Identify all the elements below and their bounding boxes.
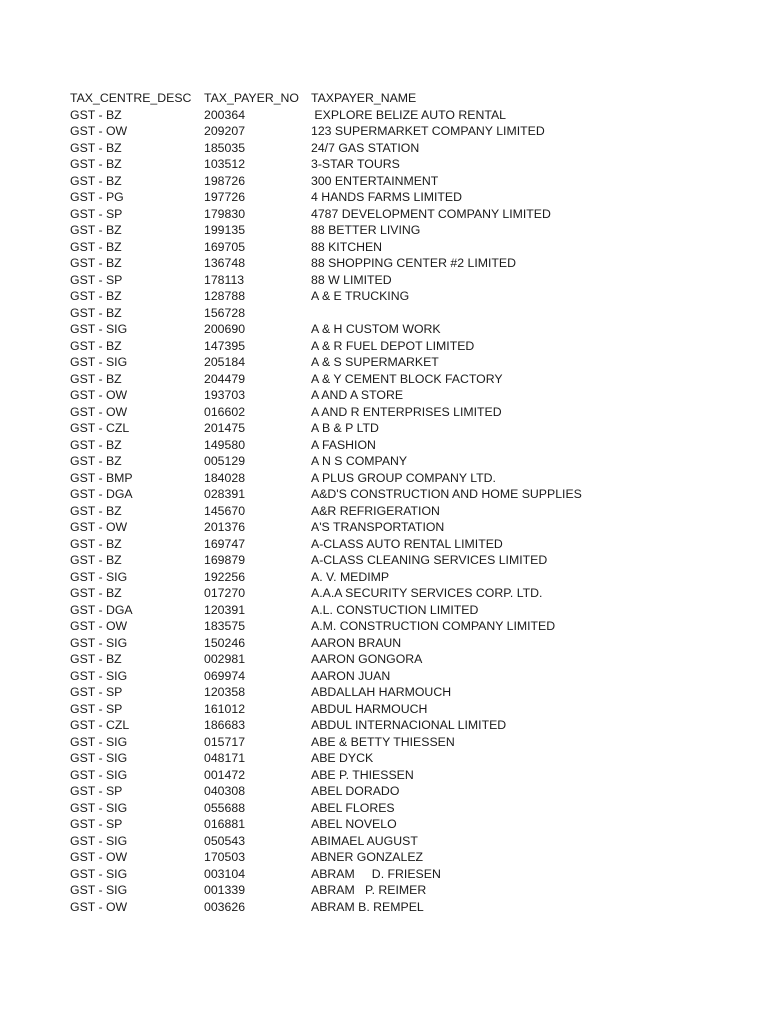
tax-payer-no-cell: 183575 — [204, 619, 246, 633]
tax-centre-cell: GST - SIG — [70, 635, 128, 650]
tax-payer-no-cell: 205184 — [204, 355, 246, 369]
tax-centre-cell: GST - SIG — [70, 668, 128, 683]
tax-centre-cell: GST - OW — [70, 404, 128, 419]
tax-payer-no-cell: 120358 — [204, 685, 246, 699]
taxpayer-name-cell: A FASHION — [311, 437, 376, 452]
tax-centre-cell: GST - OW — [70, 520, 128, 534]
tax-centre-cell: GST - SIG — [70, 355, 128, 369]
tax-payer-no-cell: 178113 — [204, 272, 245, 287]
tax-centre-cell: GST - PG — [70, 190, 124, 204]
tax-payer-no-cell: 185035 — [204, 140, 246, 155]
taxpayer-name-cell: ABEL NOVELO — [311, 817, 397, 831]
table-row — [70, 800, 710, 817]
table-row — [70, 750, 710, 767]
taxpayer-name-cell: ABDUL INTERNACIONAL LIMITED — [311, 718, 507, 732]
tax-payer-no-cell: 201376 — [204, 520, 246, 534]
table-row — [70, 272, 710, 289]
tax-payer-no-cell: 001472 — [204, 767, 246, 782]
table-row — [70, 536, 710, 553]
taxpayer-name-cell: A.M. CONSTRUCTION COMPANY LIMITED — [311, 619, 556, 633]
table-row — [70, 635, 710, 652]
tax-centre-cell: GST - SP — [70, 701, 123, 716]
taxpayer-name-cell: A & S SUPERMARKET — [311, 355, 439, 369]
tax-payer-no-cell: 005129 — [204, 454, 246, 468]
taxpayer-name-cell: ABE DYCK — [311, 751, 374, 765]
taxpayer-name-cell: ABIMAEL AUGUST — [311, 833, 418, 848]
taxpayer-name-cell: ABE & BETTY THIESSEN — [311, 734, 455, 749]
table-row — [70, 519, 710, 536]
tax-centre-cell: GST - SIG — [70, 734, 128, 749]
taxpayer-name-cell: A AND R ENTERPRISES LIMITED — [311, 404, 502, 419]
tax-centre-cell: GST - BZ — [70, 140, 122, 155]
column-header-taxpayer-name: TAXPAYER_NAME — [311, 91, 417, 105]
tax-payer-no-cell: 184028 — [204, 470, 246, 485]
tax-payer-no-cell: 209207 — [204, 124, 246, 138]
tax-centre-cell: GST - SP — [70, 206, 123, 221]
tax-centre-cell: GST - OW — [70, 388, 128, 402]
tax-centre-cell: GST - CZL — [70, 718, 130, 732]
taxpayer-name-cell: A & E TRUCKING — [311, 289, 410, 303]
tax-payer-no-cell: 055688 — [204, 800, 246, 815]
table-row — [70, 387, 710, 404]
tax-payer-no-cell: 204479 — [204, 371, 246, 386]
tax-payer-no-cell: 017270 — [204, 586, 246, 600]
tax-payer-no-cell: 016602 — [204, 404, 246, 419]
table-row — [70, 833, 710, 850]
tax-centre-cell: GST - OW — [70, 850, 128, 864]
table-row — [70, 849, 710, 866]
taxpayer-name-cell: 300 ENTERTAINMENT — [311, 173, 439, 188]
tax-centre-cell: GST - BZ — [70, 338, 122, 353]
tax-payer-no-cell: 136748 — [204, 256, 246, 270]
taxpayer-name-cell: ABRAM B. REMPEL — [311, 899, 424, 914]
taxpayer-name-cell: A-CLASS CLEANING SERVICES LIMITED — [311, 553, 548, 567]
tax-payer-no-cell: 040308 — [204, 784, 246, 798]
taxpayer-name-cell: A & Y CEMENT BLOCK FACTORY — [311, 371, 503, 386]
taxpayer-name-cell — [311, 305, 710, 322]
tax-payer-no-cell: 186683 — [204, 718, 246, 732]
table-row — [70, 651, 710, 668]
column-header-tax-centre-desc: TAX_CENTRE_DESC — [70, 91, 192, 105]
table-row — [70, 767, 710, 784]
tax-centre-cell: GST - SIG — [70, 322, 128, 336]
tax-centre-cell: GST - OW — [70, 899, 128, 914]
taxpayer-name-cell: 123 SUPERMARKET COMPANY LIMITED — [311, 124, 545, 138]
tax-payer-no-cell: 198726 — [204, 173, 246, 188]
tax-centre-cell: GST - BZ — [70, 586, 122, 600]
table-row — [70, 552, 710, 569]
taxpayer-name-cell: ABEL FLORES — [311, 800, 395, 815]
taxpayer-name-cell: ABNER GONZALEZ — [311, 850, 424, 864]
tax-centre-cell: GST - BZ — [70, 173, 122, 188]
taxpayer-name-cell: AARON GONGORA — [311, 652, 423, 666]
table-row — [70, 618, 710, 635]
tax-payer-no-cell: 200364 — [204, 107, 246, 122]
tax-payer-no-cell: 197726 — [204, 190, 246, 204]
tax-payer-no-cell: 200690 — [204, 322, 246, 336]
table-row — [70, 783, 710, 800]
table-row — [70, 420, 710, 437]
taxpayer-name-cell: 3-STAR TOURS — [311, 157, 400, 171]
table-header-row — [70, 90, 710, 107]
tax-centre-cell: GST - BZ — [70, 107, 122, 122]
tax-centre-cell: GST - DGA — [70, 487, 133, 501]
tax-centre-cell: GST - DGA — [70, 602, 133, 617]
tax-centre-cell: GST - BZ — [70, 503, 122, 518]
table-row — [70, 173, 710, 190]
table-row — [70, 107, 710, 124]
table-row — [70, 206, 710, 223]
tax-payer-no-cell: 169705 — [204, 239, 246, 254]
taxpayer-name-cell: A'S TRANSPORTATION — [311, 520, 445, 534]
tax-payer-no-cell: 193703 — [204, 388, 246, 402]
tax-payer-no-cell: 150246 — [204, 635, 246, 650]
tax-payer-no-cell: 169747 — [204, 536, 246, 551]
taxpayer-name-cell: AARON BRAUN — [311, 635, 402, 650]
tax-payer-no-cell: 201475 — [204, 421, 246, 435]
table-row — [70, 437, 710, 454]
taxpayer-name-cell: A&R REFRIGERATION — [311, 503, 440, 518]
tax-centre-cell: GST - BZ — [70, 289, 122, 303]
tax-payer-no-cell: 149580 — [204, 437, 246, 452]
table-row — [70, 503, 710, 520]
tax-payer-no-cell: 128788 — [204, 289, 246, 303]
tax-payer-no-cell: 145670 — [204, 503, 246, 518]
tax-payer-no-cell: 120391 — [204, 602, 246, 617]
taxpayer-name-cell: A AND A STORE — [311, 388, 404, 402]
tax-centre-cell: GST - SIG — [70, 866, 128, 881]
table-row — [70, 453, 710, 470]
taxpayer-name-cell: A N S COMPANY — [311, 454, 408, 468]
taxpayer-name-cell: ABRAM P. REIMER — [311, 883, 427, 897]
table-row — [70, 734, 710, 751]
taxpayer-name-cell: A & R FUEL DEPOT LIMITED — [311, 338, 475, 353]
column-header-tax-payer-no: TAX_PAYER_NO — [204, 91, 299, 105]
tax-payer-no-cell: 015717 — [204, 734, 246, 749]
tax-centre-cell: GST - BZ — [70, 536, 122, 551]
tax-centre-cell: GST - BZ — [70, 454, 122, 468]
tax-centre-cell: GST - SIG — [70, 883, 128, 897]
table-row — [70, 585, 710, 602]
table-row — [70, 239, 710, 256]
tax-centre-cell: GST - CZL — [70, 421, 130, 435]
tax-payer-no-cell: 161012 — [204, 701, 246, 716]
taxpayer-name-cell: ABEL DORADO — [311, 784, 400, 798]
tax-centre-cell: GST - BZ — [70, 157, 122, 171]
table-body — [70, 107, 710, 916]
taxpayer-name-cell: 88 W LIMITED — [311, 272, 392, 287]
tax-centre-cell: GST - SP — [70, 685, 123, 699]
tax-payer-no-cell: 003626 — [204, 899, 246, 914]
tax-centre-cell: GST - OW — [70, 619, 128, 633]
table-row — [70, 668, 710, 685]
tax-payer-no-cell: 199135 — [204, 223, 246, 237]
table-row — [70, 470, 710, 487]
tax-payer-no-cell: 050543 — [204, 833, 246, 848]
tax-payer-no-cell: 003104 — [204, 866, 246, 881]
taxpayer-name-cell: AARON JUAN — [311, 668, 391, 683]
table-row — [70, 866, 710, 883]
tax-centre-cell: GST - BZ — [70, 652, 122, 666]
taxpayer-name-cell: A.L. CONSTUCTION LIMITED — [311, 602, 479, 617]
taxpayer-name-cell: A & H CUSTOM WORK — [311, 322, 441, 336]
table-row — [70, 222, 710, 239]
tax-centre-cell: GST - SIG — [70, 751, 128, 765]
taxpayer-name-cell: A PLUS GROUP COMPANY LTD. — [311, 470, 496, 485]
table-row — [70, 354, 710, 371]
table-row — [70, 486, 710, 503]
taxpayer-name-cell: 88 SHOPPING CENTER #2 LIMITED — [311, 256, 517, 270]
tax-centre-cell: GST - BZ — [70, 239, 122, 254]
taxpayer-name-cell: ABRAM D. FRIESEN — [311, 866, 441, 881]
tax-payer-no-cell: 169879 — [204, 553, 246, 567]
table-row — [70, 404, 710, 421]
tax-centre-cell: GST - SIG — [70, 800, 128, 815]
tax-centre-cell: GST - SP — [70, 272, 123, 287]
tax-centre-cell: GST - SP — [70, 784, 123, 798]
tax-centre-cell: GST - SIG — [70, 833, 128, 848]
table-row — [70, 684, 710, 701]
tax-centre-cell: GST - BZ — [70, 223, 122, 237]
taxpayer-name-cell: ABDALLAH HARMOUCH — [311, 685, 452, 699]
tax-centre-cell: GST - SP — [70, 817, 123, 831]
table-row — [70, 602, 710, 619]
tax-centre-cell: GST - SIG — [70, 569, 128, 584]
tax-centre-cell: GST - BMP — [70, 470, 133, 485]
table-row — [70, 717, 710, 734]
tax-centre-cell: GST - BZ — [70, 553, 122, 567]
tax-centre-cell: GST - OW — [70, 124, 128, 138]
tax-payer-no-cell: 179830 — [204, 206, 246, 221]
tax-payer-no-cell: 156728 — [204, 305, 246, 320]
tax-payer-no-cell: 028391 — [204, 487, 246, 501]
table-row — [70, 140, 710, 157]
tax-payer-no-cell: 170503 — [204, 850, 246, 864]
tax-payer-no-cell: 069974 — [204, 668, 246, 683]
table-row — [70, 123, 710, 140]
taxpayer-name-cell: A B & P LTD — [311, 421, 379, 435]
tax-payer-no-cell: 002981 — [204, 652, 246, 666]
table-row — [70, 371, 710, 388]
table-row — [70, 569, 710, 586]
taxpayer-name-cell: 4 HANDS FARMS LIMITED — [311, 190, 463, 204]
table-row — [70, 701, 710, 718]
taxpayer-name-cell: EXPLORE BELIZE AUTO RENTAL — [311, 107, 506, 122]
tax-centre-cell: GST - SIG — [70, 767, 128, 782]
tax-payer-no-cell: 001339 — [204, 883, 246, 897]
tax-payer-no-cell: 147395 — [204, 338, 246, 353]
taxpayer-name-cell: ABDUL HARMOUCH — [311, 701, 428, 716]
table-row — [70, 305, 710, 322]
taxpayer-table — [70, 90, 710, 915]
tax-payer-no-cell: 016881 — [204, 817, 246, 831]
table-row — [70, 899, 710, 916]
tax-centre-cell: GST - BZ — [70, 256, 122, 270]
taxpayer-name-cell: A-CLASS AUTO RENTAL LIMITED — [311, 536, 503, 551]
taxpayer-name-cell: ABE P. THIESSEN — [311, 767, 414, 782]
taxpayer-name-cell: 24/7 GAS STATION — [311, 140, 420, 155]
taxpayer-name-cell: A.A.A SECURITY SERVICES CORP. LTD. — [311, 586, 543, 600]
tax-centre-cell: GST - BZ — [70, 371, 122, 386]
taxpayer-name-cell: 4787 DEVELOPMENT COMPANY LIMITED — [311, 206, 551, 221]
table-row — [70, 156, 710, 173]
table-row — [70, 189, 710, 206]
taxpayer-name-cell: A. V. MEDIMP — [311, 569, 390, 584]
taxpayer-name-cell: 88 KITCHEN — [311, 239, 383, 254]
tax-centre-cell: GST - BZ — [70, 437, 122, 452]
table-row — [70, 338, 710, 355]
tax-payer-no-cell: 103512 — [204, 157, 246, 171]
tax-payer-no-cell: 048171 — [204, 751, 246, 765]
table-row — [70, 321, 710, 338]
tax-centre-cell: GST - BZ — [70, 305, 122, 320]
taxpayer-name-cell: A&D'S CONSTRUCTION AND HOME SUPPLIES — [311, 487, 582, 501]
table-row — [70, 255, 710, 272]
table-row — [70, 882, 710, 899]
taxpayer-name-cell: 88 BETTER LIVING — [311, 223, 421, 237]
table-row — [70, 288, 710, 305]
tax-payer-no-cell: 192256 — [204, 569, 246, 584]
table-row — [70, 816, 710, 833]
